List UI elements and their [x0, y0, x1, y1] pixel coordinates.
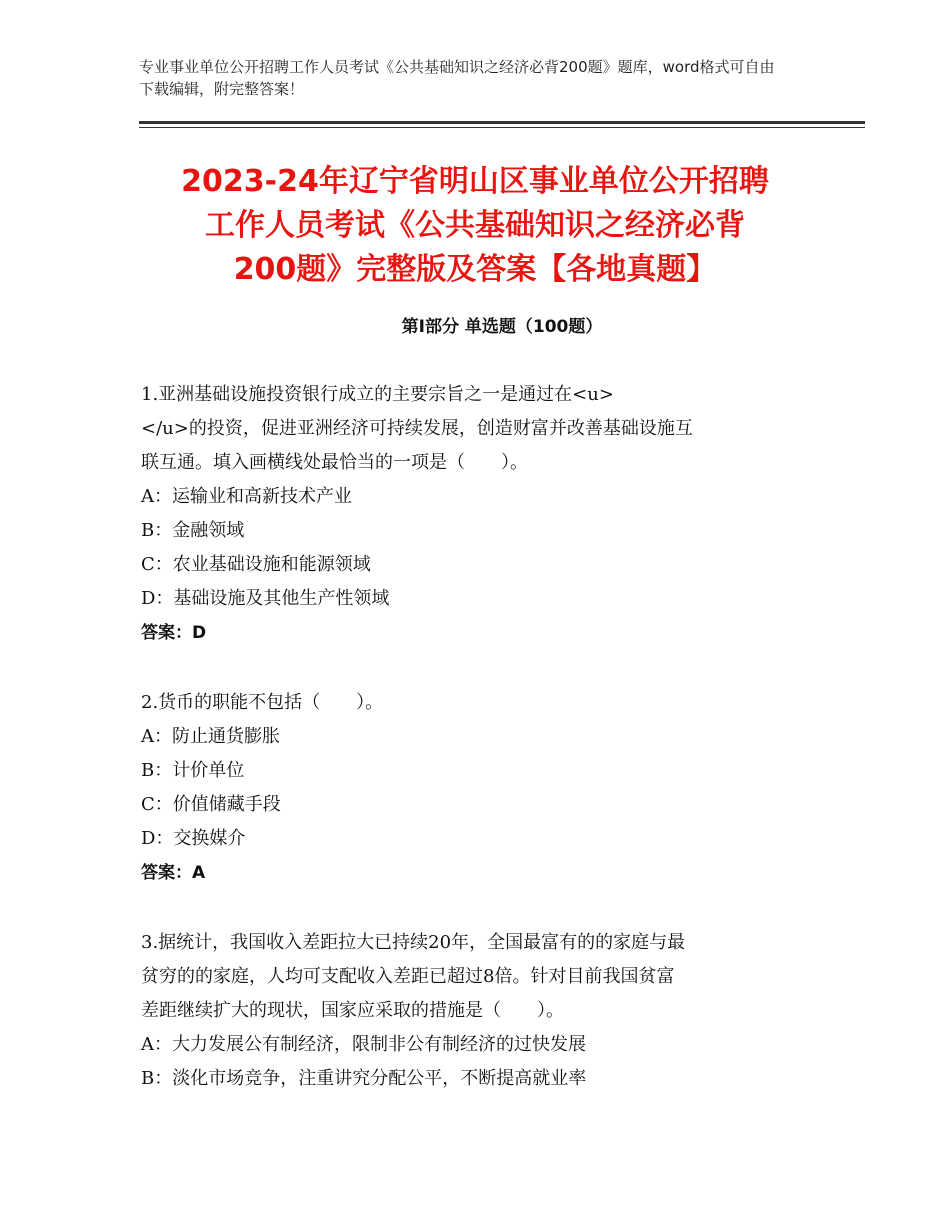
- option-b: B：金融领域: [141, 520, 245, 541]
- option-c: C：价值储藏手段: [141, 794, 281, 815]
- answer-label: 答案：D: [141, 623, 207, 643]
- option-b: B：淡化市场竞争，注重讲究分配公平，不断提高就业率: [141, 1068, 587, 1089]
- option-d: D：基础设施及其他生产性领域: [141, 588, 390, 609]
- title-line-1: 2023-24年辽宁省明山区事业单位公开招聘: [181, 164, 769, 199]
- option-d: D：交换媒介: [141, 828, 246, 849]
- title-line-2: 工作人员考试《公共基础知识之经济必背: [205, 208, 745, 243]
- option-a: A：运输业和高新技术产业: [141, 486, 352, 507]
- section-title: 第Ⅰ部分 单选题（100题）: [401, 317, 603, 337]
- header-note: 专业事业单位公开招聘工作人员考试《公共基础知识之经济必背200题》题库，word格式可自由下载编辑，附完整答案！: [139, 58, 775, 98]
- option-b: B：计价单位: [141, 760, 245, 781]
- title-line-3: 200题》完整版及答案【各地真题】: [233, 252, 717, 287]
- option-a: A：大力发展公有制经济，限制非公有制经济的过快发展: [141, 1034, 586, 1055]
- question-1: [141, 378, 821, 650]
- option-a: A：防止通货膨胀: [141, 726, 280, 747]
- document-title: [110, 160, 840, 292]
- question-stem-line: 1.亚洲基础设施投资银行成立的主要宗旨之一是通过在<u>: [141, 384, 614, 405]
- question-stem-line: 3.据统计，我国收入差距拉大已持续20年，全国最富有的的家庭与最: [141, 932, 686, 953]
- option-c: C：农业基础设施和能源领域: [141, 554, 371, 575]
- question-stem-line: </u>的投资，促进亚洲经济可持续发展，创造财富并改善基础设施互: [141, 418, 693, 439]
- answer-label: 答案：A: [141, 863, 206, 883]
- question-stem-line: 2.货币的职能不包括（ ）。: [141, 692, 384, 713]
- question-2: [141, 686, 821, 890]
- question-stem-line: 贫穷的的家庭，人均可支配收入差距已超过8倍。针对目前我国贫富: [141, 966, 675, 987]
- question-3: [141, 926, 821, 1096]
- header-divider-thick: [139, 121, 865, 124]
- question-stem-line: 差距继续扩大的现状，国家应采取的措施是（ ）。: [141, 1000, 564, 1021]
- header-divider-thin: [139, 127, 865, 128]
- question-stem-line: 联互通。填入画横线处最恰当的一项是（ ）。: [141, 452, 528, 473]
